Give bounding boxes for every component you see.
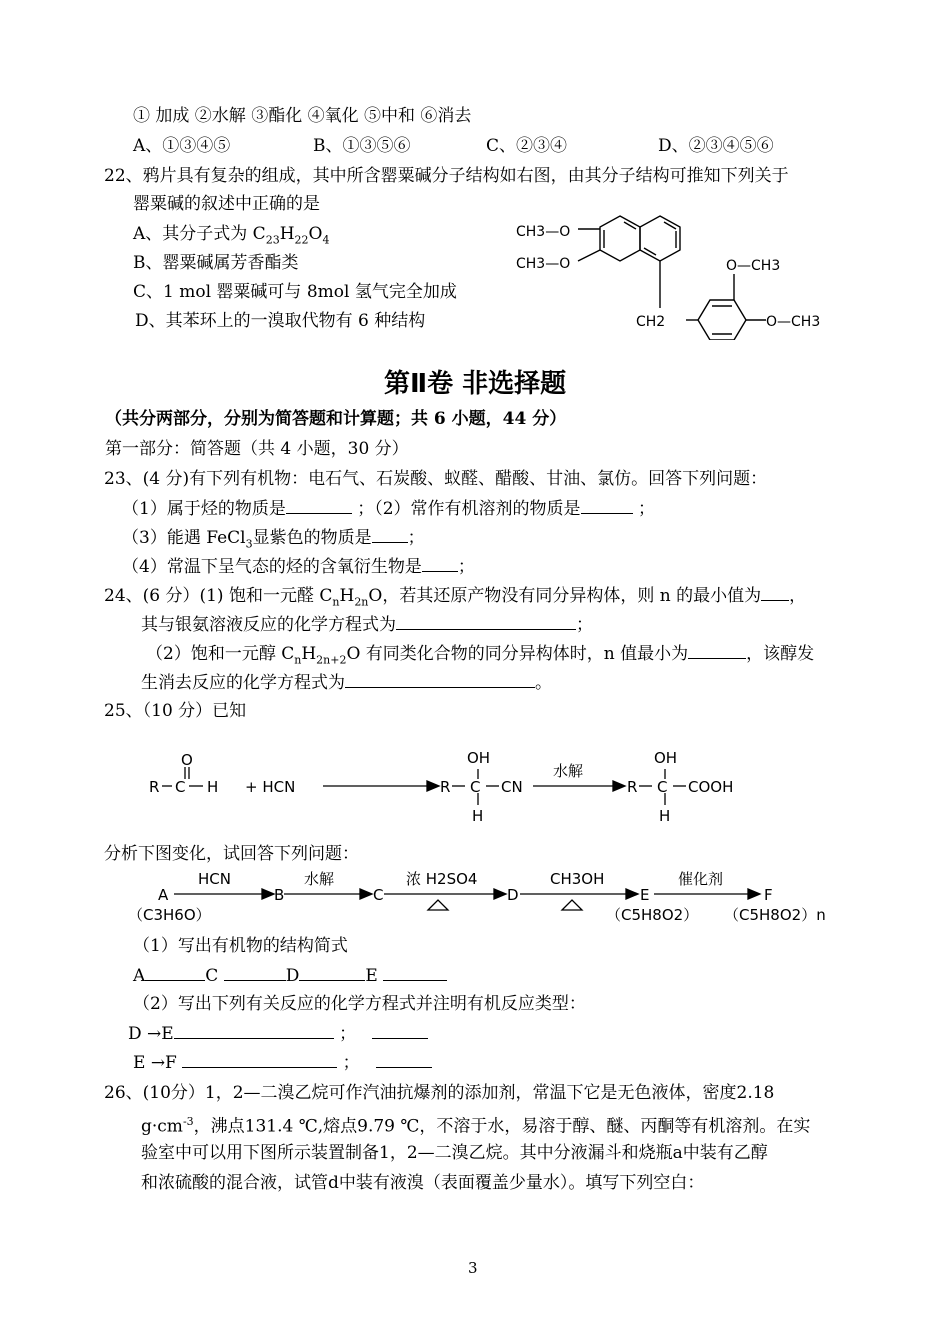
chain-f-formula: （C5H8O2）n <box>724 906 826 924</box>
q25-part2: （2）写出下列有关反应的化学方程式并注明有机反应类型： <box>133 994 586 1014</box>
chain-b: B <box>274 886 285 904</box>
chain-a: A <box>158 886 169 904</box>
q22-option-d: D、其苯环上的一溴取代物有 6 种结构 <box>135 311 426 331</box>
q23-part1-2: （1）属于烃的物质是 ；（2）常作有机溶剂的物质是 ； <box>122 499 655 519</box>
chain-hydrolysis: 水解 <box>304 870 335 888</box>
group-methoxy-3: O—CH3 <box>726 258 781 274</box>
chain-c: C <box>373 886 384 904</box>
q21-items: ① 加成 ②水解 ③酯化 ④氧化 ⑤中和 ⑥消去 <box>133 106 472 126</box>
group-methoxy-1: CH3—O <box>516 224 571 240</box>
chain-h2so4: 浓 H2SO4 <box>406 870 478 888</box>
rxn-cooh: COOH <box>688 778 734 796</box>
chain-f: F <box>764 886 773 904</box>
rxn-c-3: C <box>657 778 668 796</box>
q22-stem-1: 22、鸦片具有复杂的组成，其中所含罂粟碱分子结构如右图，由其分子结构可推知下列关于 <box>104 166 789 186</box>
rxn-oh-1: OH <box>467 749 491 767</box>
rxn-hydrolysis: 水解 <box>553 762 584 780</box>
q22-option-c: C、1 mol 罂粟碱可与 8mol 氢气完全加成 <box>133 282 457 302</box>
q21-option-c: C、②③④ <box>486 136 568 156</box>
rxn-o: O <box>181 751 193 769</box>
q26-line3: 验室中可以用下图所示装置制备1，2—二溴乙烷。其中分液漏斗和烧瓶a中装有乙醇 <box>141 1143 768 1163</box>
q26-line4: 和浓硫酸的混合液，试管d中装有液溴（表面覆盖少量水）。填写下列空白： <box>141 1173 705 1193</box>
q23-part3: （3）能遇 FeCl$_3$显紫色的物质是 ； <box>122 528 425 551</box>
q24-line2: 其与银氨溶液反应的化学方程式为 ； <box>141 615 593 635</box>
rxn-c-1: C <box>175 778 186 796</box>
q21-option-d: D、②③④⑤⑥ <box>658 136 774 156</box>
q24-line3: （2）饱和一元醇 $C_nH_{2n+2}O$ 有同类化合物的同分异构体时，n 值最小为 ，该醇发 <box>146 644 815 667</box>
rxn-h-1: H <box>207 778 219 796</box>
q21-option-a: A、①③④⑤ <box>133 136 231 156</box>
page-number: 3 <box>468 1259 478 1277</box>
chain-d: D <box>507 886 519 904</box>
papaverine-structure <box>510 200 840 340</box>
chain-catalyst: 催化剂 <box>678 870 724 888</box>
q25-analyze: 分析下图变化，试回答下列问题： <box>104 844 359 864</box>
q22-stem-2: 罂粟碱的叙述中正确的是 <box>133 194 320 214</box>
rxn-plus-hcn: + HCN <box>245 778 296 796</box>
chain-e: E <box>640 886 650 904</box>
q24-line1: 24、(6 分）(1) 饱和一元醛 $C_nH_{2n}O$，若其还原产物没有同分异构体，则 n 的最小值为 ， <box>104 586 807 609</box>
group-methoxy-2: CH3—O <box>516 256 571 272</box>
q25-part1: （1）写出有机物的结构简式 <box>133 936 348 956</box>
section-title: 第Ⅱ卷 非选择题 <box>384 369 567 399</box>
q25-part2-de: D →E ； <box>128 1022 428 1045</box>
q25-part1-blanks: A C D E <box>133 964 447 987</box>
group-methoxy-4: O—CH3 <box>766 314 821 330</box>
chain-a-formula: （C3H6O） <box>128 906 211 924</box>
q25-known-reaction <box>145 745 765 835</box>
q25-stem: 25、（10 分）已知 <box>104 701 247 721</box>
chain-hcn: HCN <box>198 870 231 888</box>
section-subtitle: （共分两部分，分别为简答题和计算题；共 6 小题，44 分） <box>105 409 567 429</box>
q23-stem: 23、(4 分)有下列有机物：电石气、石炭酸、蚁醛、醋酸、甘油、氯仿。回答下列问题： <box>104 469 768 489</box>
rxn-h-3: H <box>659 807 671 825</box>
q26-line2: $g\cdot cm^{-3}$，沸点131.4 ℃,熔点9.79 ℃，不溶于水，易溶于醇、醚、丙酮等有机溶剂。在实 <box>141 1115 811 1137</box>
part-one-heading: 第一部分：简答题（共 4 小题，30 分） <box>105 439 409 459</box>
rxn-h-2: H <box>472 807 484 825</box>
chain-e-formula: （C5H8O2） <box>606 906 699 924</box>
q24-line4: 生消去反应的化学方程式为 。 <box>141 673 552 693</box>
rxn-oh-2: OH <box>654 749 678 767</box>
q25-part2-ef: E →F ； <box>133 1051 432 1074</box>
rxn-r-3: R <box>627 778 638 796</box>
q23-part4: （4）常温下呈气态的烃的含氧衍生物是 ； <box>122 557 475 577</box>
q21-option-b: B、①③⑤⑥ <box>313 136 411 156</box>
q26-line1: 26、(10分）1，2—二溴乙烷可作汽油抗爆剂的添加剂，常温下它是无色液体，密度2.18 <box>104 1083 775 1103</box>
chain-ch3oh: CH3OH <box>550 870 605 888</box>
q25-reaction-chain <box>128 862 828 926</box>
rxn-r-1: R <box>149 778 160 796</box>
rxn-c-2: C <box>470 778 481 796</box>
group-ch2: CH2 <box>636 314 666 330</box>
rxn-r-2: R <box>440 778 451 796</box>
q22-option-b: B、罂粟碱属芳香酯类 <box>133 253 299 273</box>
rxn-cn: CN <box>501 778 523 796</box>
q22-option-a: A、其分子式为 $C_{23}H_{22}O_4$ <box>133 224 330 247</box>
